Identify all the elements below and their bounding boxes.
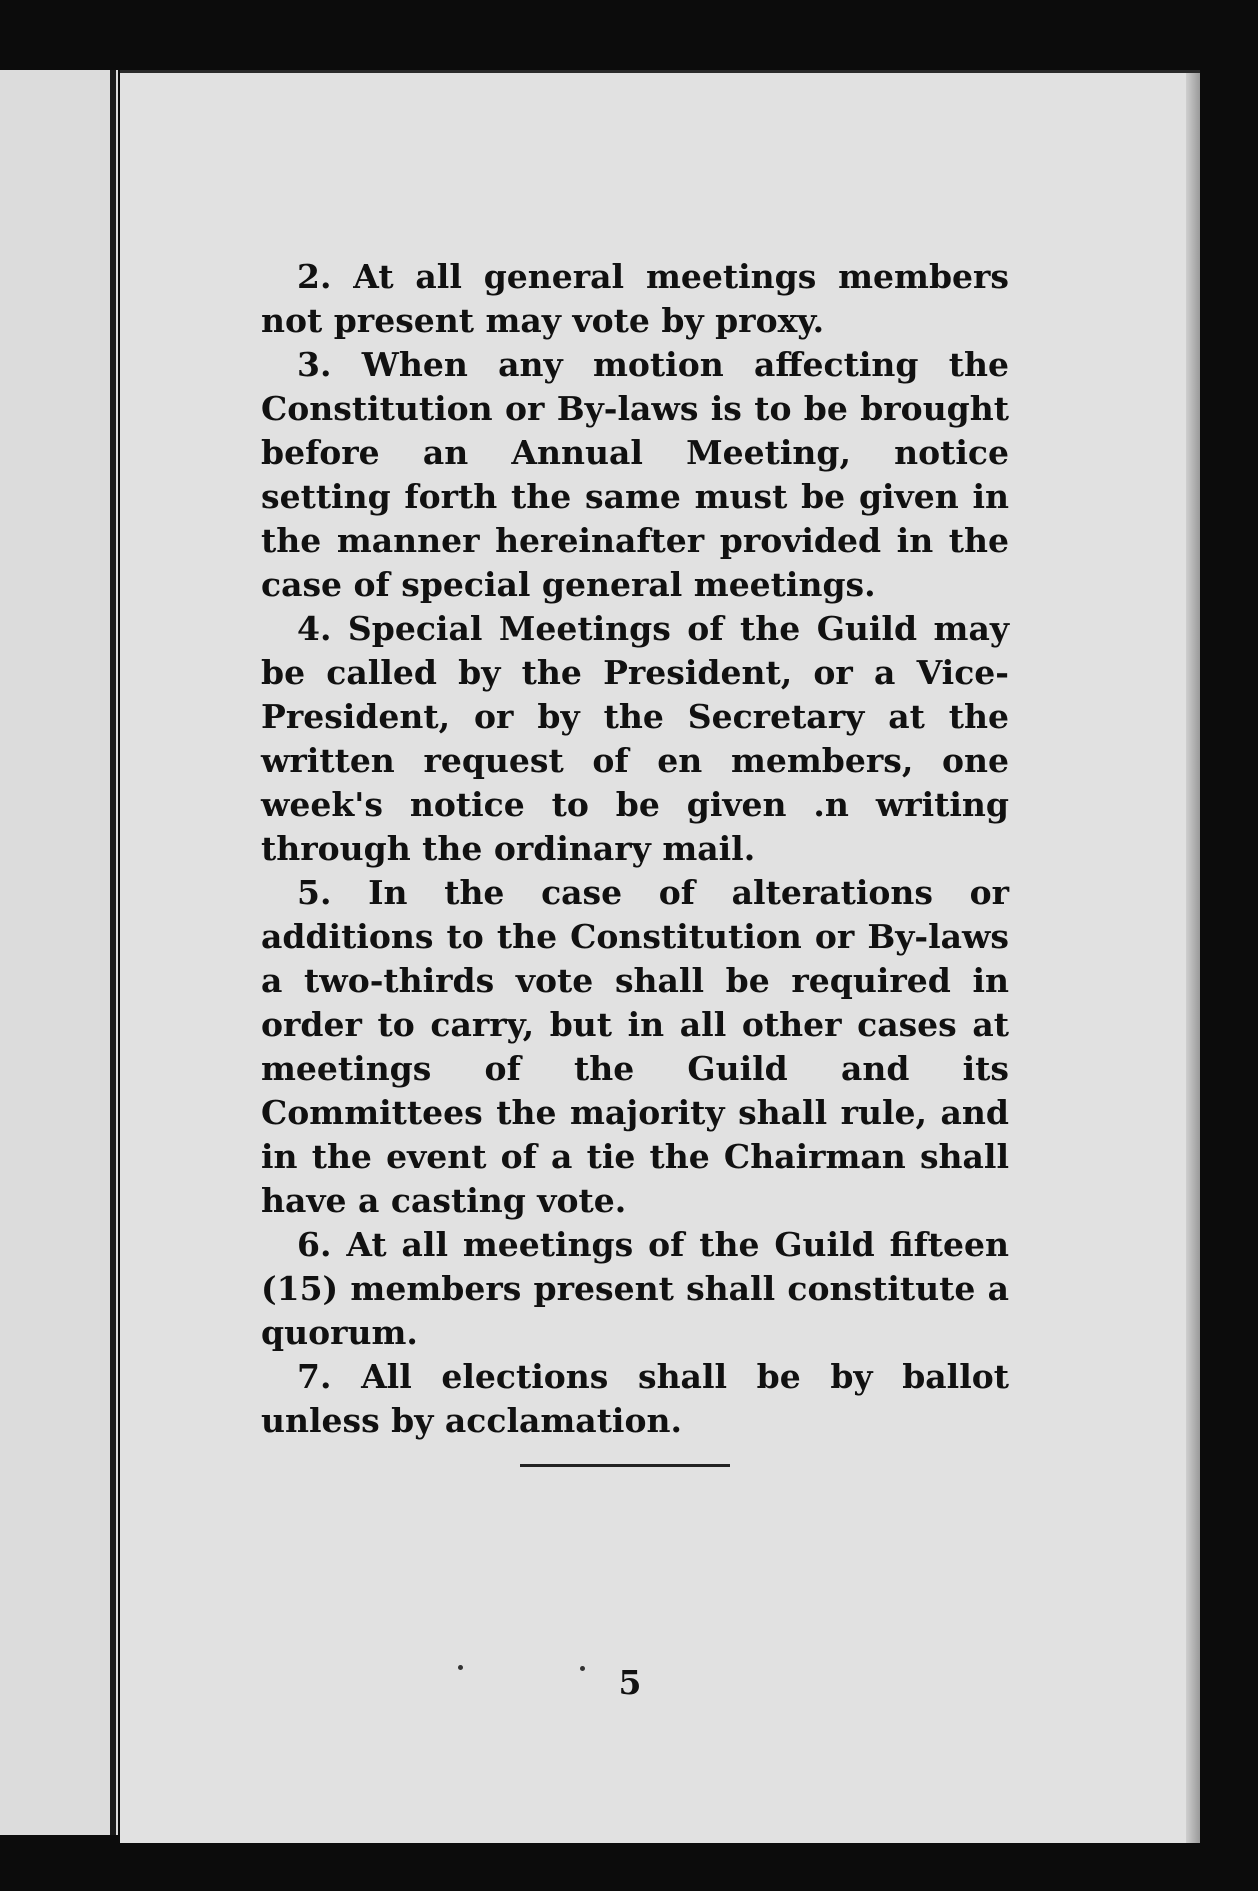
document-page [120, 70, 1200, 1843]
paragraph-2: 2. At all general meetings members not present may vote by proxy. [261, 257, 1009, 340]
scan-speck [580, 1666, 585, 1671]
page-number: 5 [618, 1663, 642, 1702]
page-edge-shadow [1186, 73, 1200, 1843]
paragraph-4: 4. Special Meetings of the Guild may be called by the President, or a Vice-President, or by the Secretary at the written request of en members, one week's notice to be given .n writing through the ordinary mail. [261, 609, 1009, 868]
section-divider [520, 1464, 730, 1467]
facing-page-edge [0, 70, 118, 1835]
paragraph-6: 6. At all meetings of the Guild fifteen (15) members present shall constitute a quorum. [261, 1225, 1009, 1352]
scan-speck [458, 1665, 463, 1670]
bylaws-text [261, 255, 1009, 1443]
paragraph-5: 5. In the case of alterations or additions to the Constitution or By-laws a two-thirds vote shall be required in order to carry, but in all other cases at meetings of the Guild and its Committees the majority shall rule, and in the event of a tie the Chairman shall have a casting vote. [261, 873, 1009, 1220]
paragraph-3: 3. When any motion affecting the Constitution or By-laws is to be brought before an Annual Meeting, notice setting forth the same must be given in the manner hereinafter provided in the case of special general meetings. [261, 345, 1009, 604]
book-gutter [110, 70, 116, 1835]
paragraph-7: 7. All elections shall be by ballot unless by acclamation. [261, 1357, 1009, 1440]
